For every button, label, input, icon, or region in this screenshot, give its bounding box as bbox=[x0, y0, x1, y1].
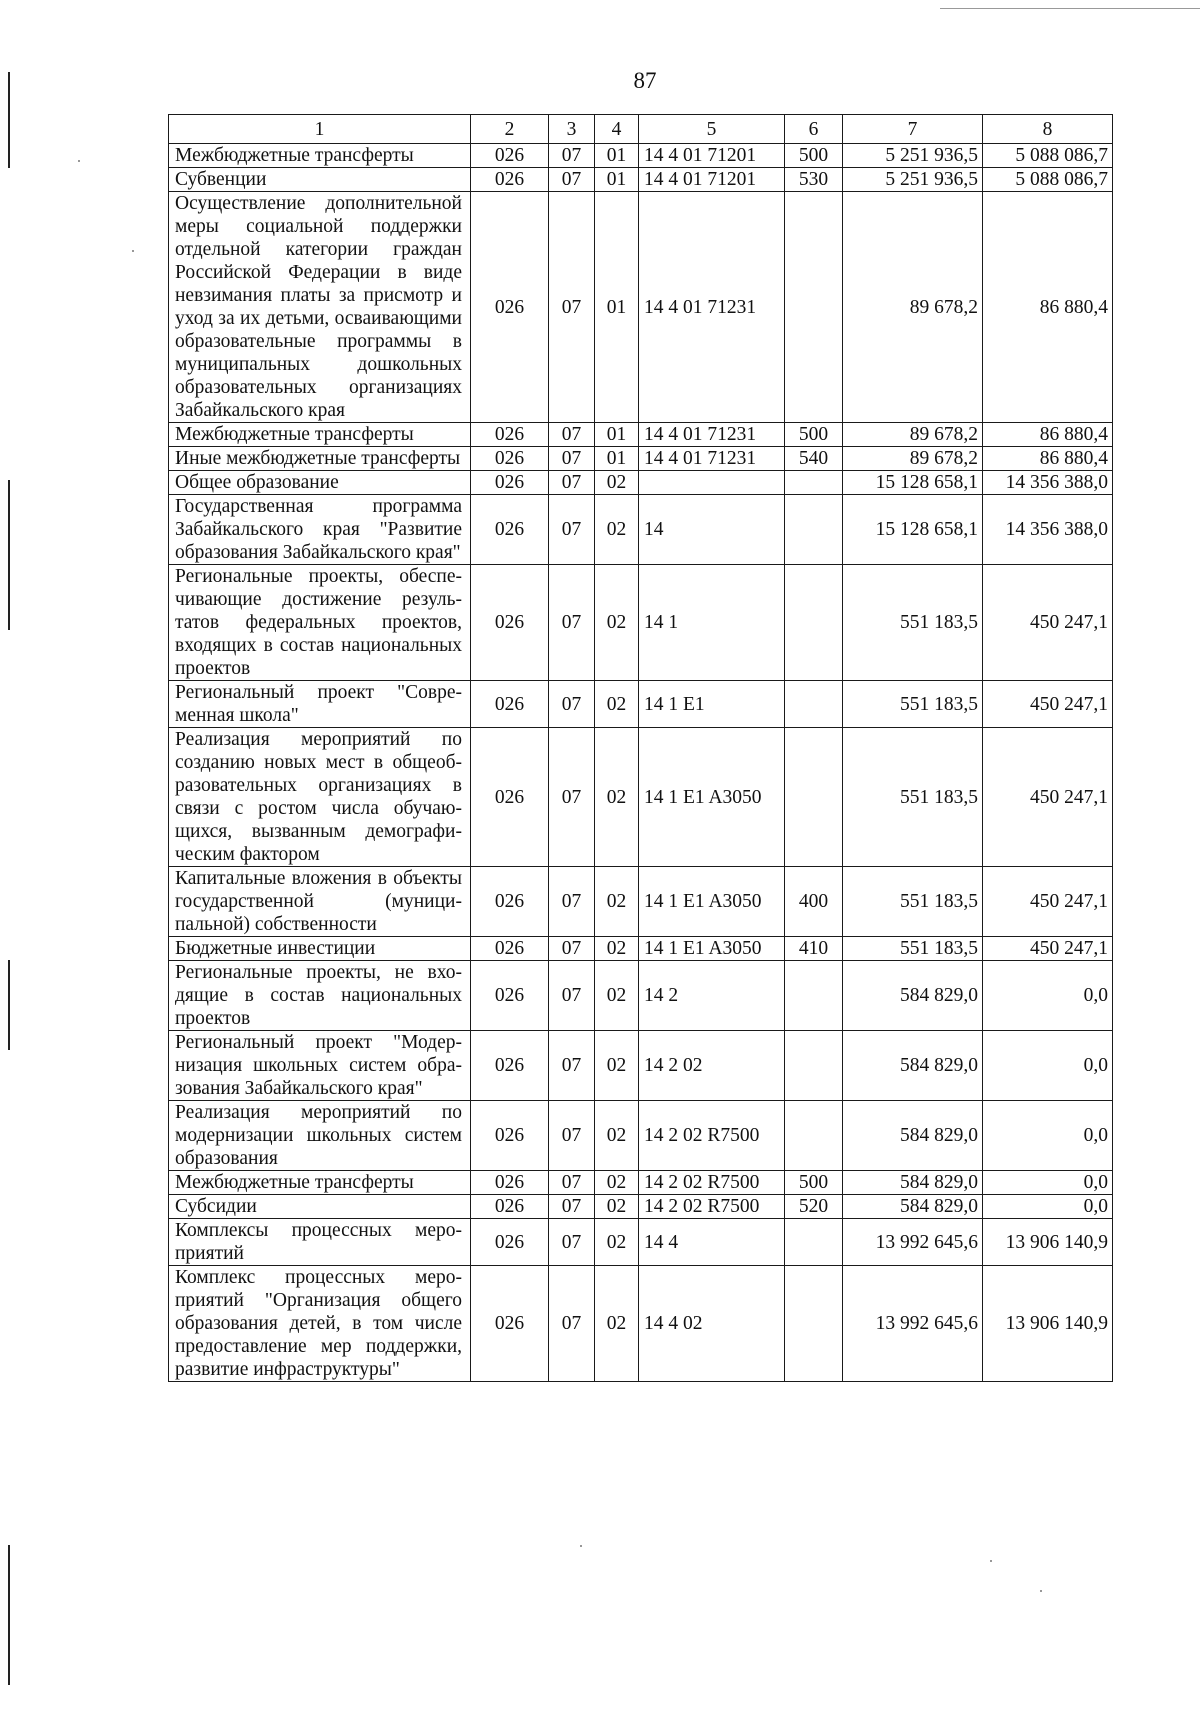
row-sum-2-cell: 86 880,4 bbox=[983, 423, 1113, 447]
table-row bbox=[169, 423, 1113, 447]
table-row bbox=[169, 495, 1113, 565]
scan-edge-mark-lower bbox=[8, 960, 10, 1050]
table-row bbox=[169, 728, 1113, 867]
row-sum-2-cell: 450 247,1 bbox=[983, 728, 1113, 867]
row-target-cell: 14 4 01 71231 bbox=[639, 192, 785, 423]
row-ministry-cell: 026 bbox=[471, 961, 549, 1031]
row-section-cell: 07 bbox=[549, 1219, 595, 1266]
row-ministry-cell: 026 bbox=[471, 937, 549, 961]
row-section-cell: 07 bbox=[549, 681, 595, 728]
row-subsection-cell: 01 bbox=[595, 423, 639, 447]
row-section-cell: 07 bbox=[549, 471, 595, 495]
row-target-cell: 14 1 E1 A3050 bbox=[639, 728, 785, 867]
row-ministry-cell: 026 bbox=[471, 192, 549, 423]
row-expense-type-cell bbox=[785, 192, 843, 423]
row-ministry-cell: 026 bbox=[471, 565, 549, 681]
row-subsection-cell: 02 bbox=[595, 867, 639, 937]
row-name-cell: Государственная программа Забайкальского края "Развитие образования Забайкальского края" bbox=[169, 495, 471, 565]
row-ministry-cell: 026 bbox=[471, 471, 549, 495]
row-name-cell: Региональные проекты, не входящие в состав национальных проектов bbox=[169, 961, 471, 1031]
row-target-cell: 14 1 E1 A3050 bbox=[639, 867, 785, 937]
row-subsection-cell: 02 bbox=[595, 1101, 639, 1171]
row-sum-2-cell: 0,0 bbox=[983, 1101, 1113, 1171]
row-target-cell: 14 1 E1 bbox=[639, 681, 785, 728]
row-sum-1-cell: 551 183,5 bbox=[843, 728, 983, 867]
scan-speck bbox=[78, 160, 80, 162]
row-expense-type-cell: 410 bbox=[785, 937, 843, 961]
row-name-cell: Иные межбюджетные трансферты bbox=[169, 447, 471, 471]
row-section-cell: 07 bbox=[549, 1101, 595, 1171]
row-expense-type-cell bbox=[785, 681, 843, 728]
row-target-cell bbox=[639, 471, 785, 495]
row-expense-type-cell: 500 bbox=[785, 423, 843, 447]
row-sum-1-cell: 89 678,2 bbox=[843, 423, 983, 447]
row-name-cell: Субвенции bbox=[169, 168, 471, 192]
col-header-sum-2: 8 bbox=[983, 115, 1113, 144]
row-section-cell: 07 bbox=[549, 867, 595, 937]
row-ministry-cell: 026 bbox=[471, 144, 549, 168]
scan-speck bbox=[1040, 1590, 1042, 1592]
row-expense-type-cell bbox=[785, 728, 843, 867]
row-ministry-cell: 026 bbox=[471, 1195, 549, 1219]
row-sum-1-cell: 89 678,2 bbox=[843, 192, 983, 423]
scan-speck bbox=[580, 1545, 582, 1547]
row-ministry-cell: 026 bbox=[471, 423, 549, 447]
header-row bbox=[169, 115, 1113, 144]
row-sum-2-cell: 450 247,1 bbox=[983, 937, 1113, 961]
row-sum-1-cell: 551 183,5 bbox=[843, 565, 983, 681]
row-subsection-cell: 02 bbox=[595, 495, 639, 565]
row-expense-type-cell bbox=[785, 471, 843, 495]
row-sum-1-cell: 89 678,2 bbox=[843, 447, 983, 471]
col-header-target: 5 bbox=[639, 115, 785, 144]
scan-speck bbox=[132, 250, 134, 252]
table-row bbox=[169, 447, 1113, 471]
row-sum-1-cell: 15 128 658,1 bbox=[843, 495, 983, 565]
row-sum-2-cell: 14 356 388,0 bbox=[983, 495, 1113, 565]
row-ministry-cell: 026 bbox=[471, 867, 549, 937]
row-subsection-cell: 02 bbox=[595, 1266, 639, 1382]
row-section-cell: 07 bbox=[549, 961, 595, 1031]
row-target-cell: 14 2 bbox=[639, 961, 785, 1031]
table-row bbox=[169, 1266, 1113, 1382]
row-section-cell: 07 bbox=[549, 1031, 595, 1101]
row-expense-type-cell bbox=[785, 1219, 843, 1266]
row-target-cell: 14 4 02 bbox=[639, 1266, 785, 1382]
col-header-name: 1 bbox=[169, 115, 471, 144]
row-ministry-cell: 026 bbox=[471, 681, 549, 728]
row-sum-1-cell: 584 829,0 bbox=[843, 1101, 983, 1171]
row-ministry-cell: 026 bbox=[471, 1171, 549, 1195]
row-sum-1-cell: 584 829,0 bbox=[843, 961, 983, 1031]
row-sum-2-cell: 0,0 bbox=[983, 1171, 1113, 1195]
row-sum-1-cell: 5 251 936,5 bbox=[843, 144, 983, 168]
row-subsection-cell: 01 bbox=[595, 447, 639, 471]
row-target-cell: 14 4 01 71201 bbox=[639, 144, 785, 168]
row-sum-2-cell: 14 356 388,0 bbox=[983, 471, 1113, 495]
row-sum-2-cell: 5 088 086,7 bbox=[983, 144, 1113, 168]
row-target-cell: 14 2 02 bbox=[639, 1031, 785, 1101]
row-name-cell: Бюджетные инвестиции bbox=[169, 937, 471, 961]
table-row bbox=[169, 144, 1113, 168]
row-ministry-cell: 026 bbox=[471, 728, 549, 867]
row-section-cell: 07 bbox=[549, 1266, 595, 1382]
row-sum-2-cell: 13 906 140,9 bbox=[983, 1266, 1113, 1382]
row-target-cell: 14 2 02 R7500 bbox=[639, 1171, 785, 1195]
row-sum-2-cell: 5 088 086,7 bbox=[983, 168, 1113, 192]
row-target-cell: 14 4 bbox=[639, 1219, 785, 1266]
row-section-cell: 07 bbox=[549, 728, 595, 867]
row-subsection-cell: 02 bbox=[595, 1031, 639, 1101]
col-header-subsection: 4 bbox=[595, 115, 639, 144]
row-target-cell: 14 1 E1 A3050 bbox=[639, 937, 785, 961]
row-subsection-cell: 01 bbox=[595, 192, 639, 423]
scan-top-line bbox=[940, 8, 1200, 9]
row-sum-2-cell: 0,0 bbox=[983, 1031, 1113, 1101]
row-section-cell: 07 bbox=[549, 168, 595, 192]
row-expense-type-cell bbox=[785, 961, 843, 1031]
scan-edge-mark-middle bbox=[8, 480, 10, 630]
table-row bbox=[169, 1171, 1113, 1195]
row-target-cell: 14 4 01 71231 bbox=[639, 447, 785, 471]
row-name-cell: Субсидии bbox=[169, 1195, 471, 1219]
row-section-cell: 07 bbox=[549, 565, 595, 681]
row-target-cell: 14 4 01 71201 bbox=[639, 168, 785, 192]
row-ministry-cell: 026 bbox=[471, 1101, 549, 1171]
row-sum-2-cell: 0,0 bbox=[983, 961, 1113, 1031]
budget-table bbox=[168, 114, 1113, 1382]
row-name-cell: Межбюджетные трансферты bbox=[169, 1171, 471, 1195]
table-row bbox=[169, 471, 1113, 495]
row-expense-type-cell bbox=[785, 1101, 843, 1171]
row-sum-1-cell: 551 183,5 bbox=[843, 937, 983, 961]
table-row bbox=[169, 1101, 1113, 1171]
row-section-cell: 07 bbox=[549, 937, 595, 961]
row-name-cell: Межбюджетные трансферты bbox=[169, 423, 471, 447]
row-sum-1-cell: 13 992 645,6 bbox=[843, 1219, 983, 1266]
row-subsection-cell: 02 bbox=[595, 961, 639, 1031]
row-subsection-cell: 02 bbox=[595, 681, 639, 728]
row-section-cell: 07 bbox=[549, 423, 595, 447]
row-expense-type-cell: 500 bbox=[785, 144, 843, 168]
row-sum-1-cell: 584 829,0 bbox=[843, 1195, 983, 1219]
row-name-cell: Общее образование bbox=[169, 471, 471, 495]
table-row bbox=[169, 937, 1113, 961]
table-row bbox=[169, 681, 1113, 728]
table-row bbox=[169, 867, 1113, 937]
col-header-ministry: 2 bbox=[471, 115, 549, 144]
scan-edge-mark-bottom bbox=[8, 1545, 10, 1685]
row-name-cell: Региональные проекты, обеспечивающие достижение результатов федеральных проектов, входящих в состав национальных проектов bbox=[169, 565, 471, 681]
row-name-cell: Капитальные вложения в объекты государственной (муниципальной) собственности bbox=[169, 867, 471, 937]
row-subsection-cell: 02 bbox=[595, 1195, 639, 1219]
row-target-cell: 14 bbox=[639, 495, 785, 565]
row-sum-1-cell: 15 128 658,1 bbox=[843, 471, 983, 495]
row-target-cell: 14 2 02 R7500 bbox=[639, 1195, 785, 1219]
row-section-cell: 07 bbox=[549, 447, 595, 471]
col-header-section: 3 bbox=[549, 115, 595, 144]
row-ministry-cell: 026 bbox=[471, 168, 549, 192]
row-subsection-cell: 01 bbox=[595, 168, 639, 192]
row-expense-type-cell: 500 bbox=[785, 1171, 843, 1195]
row-name-cell: Осуществление дополнительной меры социальной поддержки отдельной категории граждан Российской Федерации в виде невзимания платы за присмотр и уход за их детьми, осваивающими образовательные программы в муниципальных дошкольных образовательных организациях Забайкальского края bbox=[169, 192, 471, 423]
row-ministry-cell: 026 bbox=[471, 447, 549, 471]
row-name-cell: Межбюджетные трансферты bbox=[169, 144, 471, 168]
row-sum-2-cell: 86 880,4 bbox=[983, 447, 1113, 471]
scan-speck bbox=[990, 1560, 992, 1562]
table-row bbox=[169, 192, 1113, 423]
row-sum-2-cell: 86 880,4 bbox=[983, 192, 1113, 423]
row-subsection-cell: 02 bbox=[595, 728, 639, 867]
row-sum-1-cell: 551 183,5 bbox=[843, 867, 983, 937]
row-expense-type-cell bbox=[785, 565, 843, 681]
row-ministry-cell: 026 bbox=[471, 1219, 549, 1266]
table-body bbox=[169, 144, 1113, 1382]
row-subsection-cell: 02 bbox=[595, 937, 639, 961]
row-expense-type-cell: 400 bbox=[785, 867, 843, 937]
row-subsection-cell: 01 bbox=[595, 144, 639, 168]
row-target-cell: 14 2 02 R7500 bbox=[639, 1101, 785, 1171]
row-expense-type-cell bbox=[785, 495, 843, 565]
table-row bbox=[169, 961, 1113, 1031]
row-section-cell: 07 bbox=[549, 1195, 595, 1219]
row-section-cell: 07 bbox=[549, 495, 595, 565]
row-name-cell: Реализация мероприятий по модернизации школьных систем образования bbox=[169, 1101, 471, 1171]
col-header-sum-1: 7 bbox=[843, 115, 983, 144]
row-sum-1-cell: 13 992 645,6 bbox=[843, 1266, 983, 1382]
row-sum-2-cell: 450 247,1 bbox=[983, 565, 1113, 681]
col-header-expense-type: 6 bbox=[785, 115, 843, 144]
row-name-cell: Региональный проект "Современная школа" bbox=[169, 681, 471, 728]
row-name-cell: Реализация мероприятий по созданию новых мест в общеобразовательных организациях в связи с ростом числа обучающихся, вызванным демографическим фактором bbox=[169, 728, 471, 867]
row-name-cell: Комплексы процессных мероприятий bbox=[169, 1219, 471, 1266]
table-row bbox=[169, 1031, 1113, 1101]
row-expense-type-cell: 530 bbox=[785, 168, 843, 192]
row-sum-2-cell: 450 247,1 bbox=[983, 867, 1113, 937]
row-target-cell: 14 1 bbox=[639, 565, 785, 681]
table-row bbox=[169, 1219, 1113, 1266]
row-name-cell: Комплекс процессных мероприятий "Организация общего образования детей, в том числе предоставление мер поддержки, развитие инфраструктуры" bbox=[169, 1266, 471, 1382]
row-sum-2-cell: 13 906 140,9 bbox=[983, 1219, 1113, 1266]
row-ministry-cell: 026 bbox=[471, 1031, 549, 1101]
row-sum-2-cell: 0,0 bbox=[983, 1195, 1113, 1219]
table-row bbox=[169, 168, 1113, 192]
row-subsection-cell: 02 bbox=[595, 1171, 639, 1195]
row-expense-type-cell: 540 bbox=[785, 447, 843, 471]
row-section-cell: 07 bbox=[549, 192, 595, 423]
row-expense-type-cell bbox=[785, 1031, 843, 1101]
row-sum-1-cell: 5 251 936,5 bbox=[843, 168, 983, 192]
row-expense-type-cell: 520 bbox=[785, 1195, 843, 1219]
row-expense-type-cell bbox=[785, 1266, 843, 1382]
row-sum-2-cell: 450 247,1 bbox=[983, 681, 1113, 728]
row-subsection-cell: 02 bbox=[595, 471, 639, 495]
row-section-cell: 07 bbox=[549, 144, 595, 168]
row-name-cell: Региональный проект "Модернизация школьных систем образования Забайкальского края" bbox=[169, 1031, 471, 1101]
row-subsection-cell: 02 bbox=[595, 1219, 639, 1266]
row-sum-1-cell: 584 829,0 bbox=[843, 1171, 983, 1195]
table-row bbox=[169, 565, 1113, 681]
row-ministry-cell: 026 bbox=[471, 1266, 549, 1382]
page-number: 87 bbox=[633, 68, 657, 93]
row-sum-1-cell: 551 183,5 bbox=[843, 681, 983, 728]
row-ministry-cell: 026 bbox=[471, 495, 549, 565]
table-row bbox=[169, 1195, 1113, 1219]
row-subsection-cell: 02 bbox=[595, 565, 639, 681]
row-target-cell: 14 4 01 71231 bbox=[639, 423, 785, 447]
row-sum-1-cell: 584 829,0 bbox=[843, 1031, 983, 1101]
row-section-cell: 07 bbox=[549, 1171, 595, 1195]
